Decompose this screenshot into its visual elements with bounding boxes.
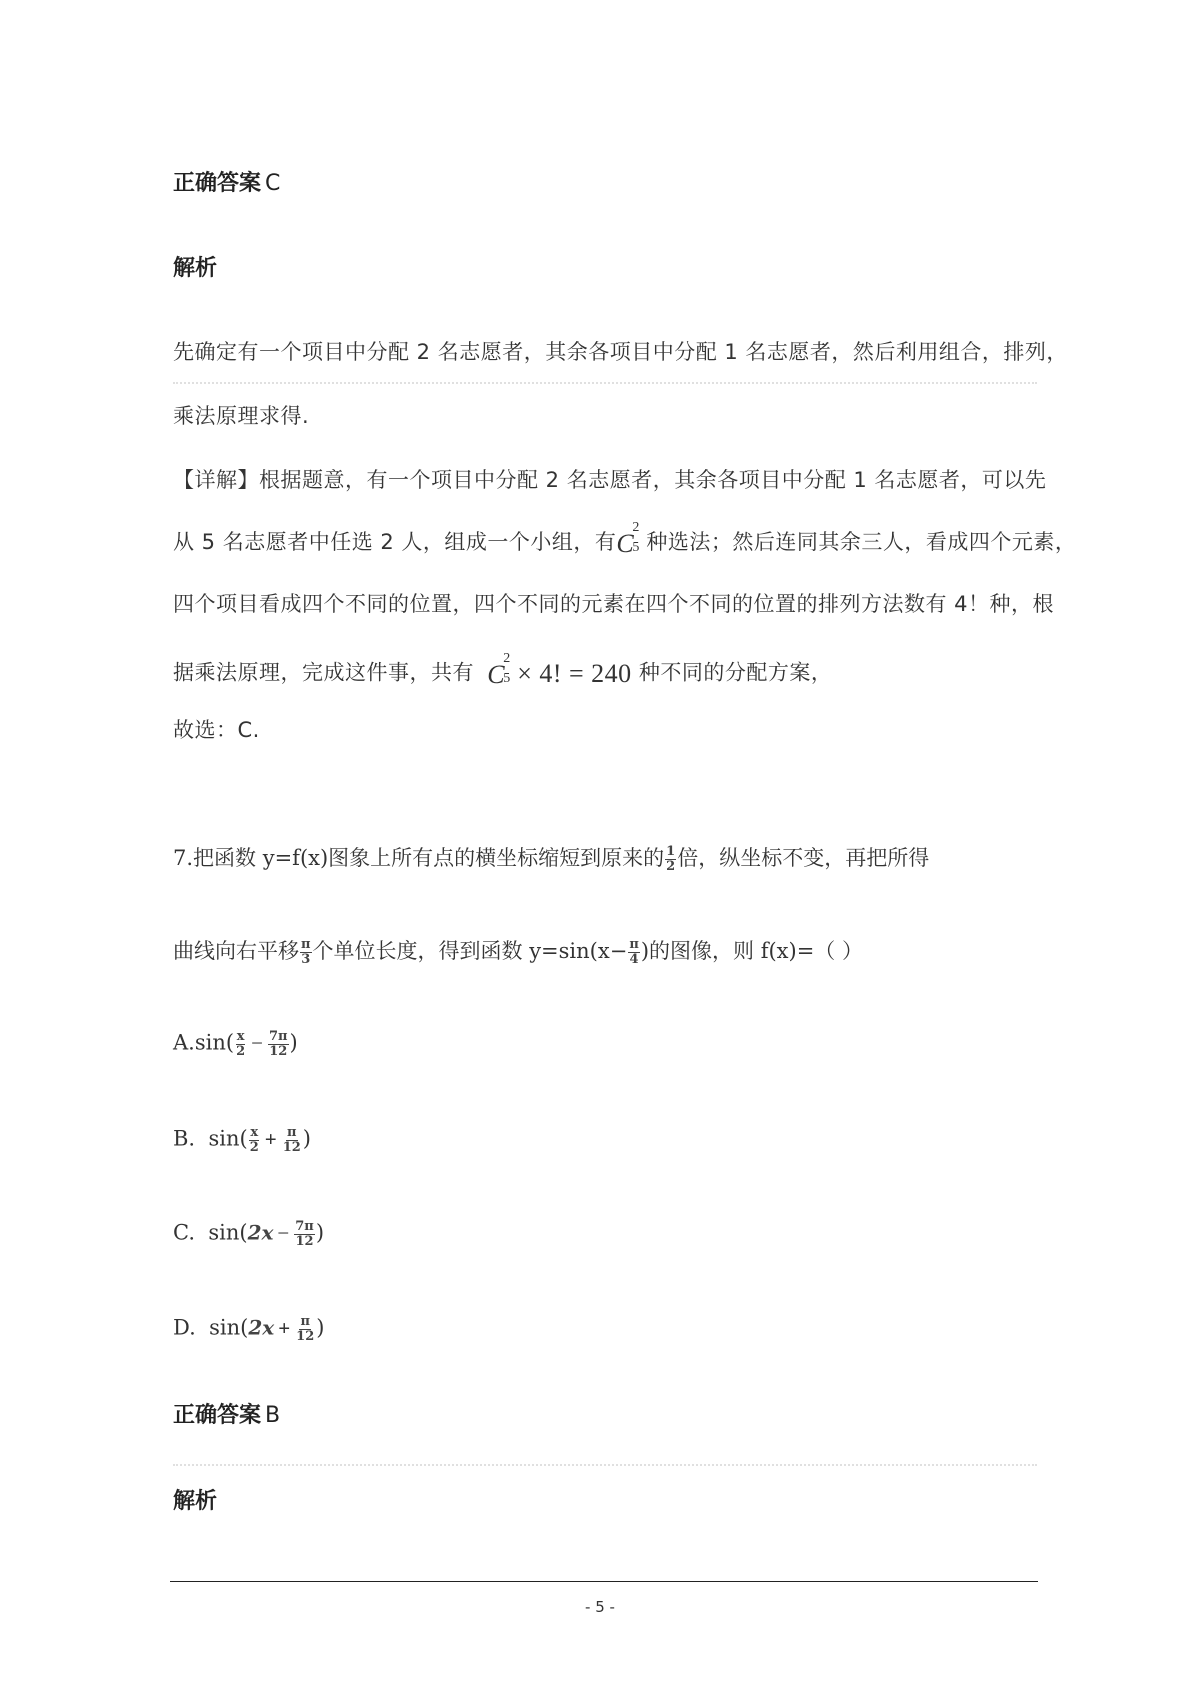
prev-analysis-line-2: 乘法原理求得. xyxy=(173,404,310,428)
option-b-op: + xyxy=(264,1126,277,1151)
answer-heading xyxy=(173,1398,280,1429)
answer-value: B xyxy=(265,1403,281,1428)
option-a-func: sin( xyxy=(194,1030,235,1055)
option-d-op: + xyxy=(278,1315,291,1340)
option-b-frac-1: $\frac{x}{2}$ xyxy=(249,1125,259,1155)
detail-line-2 xyxy=(173,520,1077,558)
question-line-2 xyxy=(173,935,863,967)
combination-formula-2: C 2 5 xyxy=(487,650,511,689)
option-d-frac: $\frac{\pi}{12}$ xyxy=(296,1314,315,1344)
question-line-2-start: 曲线向右平移 xyxy=(173,939,299,963)
fraction-pi-4: $\frac{\pi}{4}$ xyxy=(629,937,639,967)
detail-line-4-end: 种不同的分配方案， xyxy=(638,660,833,685)
fraction-pi-3: $\frac{\pi}{3}$ xyxy=(301,937,311,967)
option-b-func: sin( xyxy=(208,1126,248,1151)
option-c-var: 2x xyxy=(247,1220,274,1245)
option-a-frac-2: $\frac{7\pi}{12}$ xyxy=(268,1029,288,1059)
option-c-op: − xyxy=(277,1220,290,1245)
fraction-half: $\frac{1}{2}$ xyxy=(666,844,676,874)
question-line-2-end: )的图像，则 f(x)=（ ） xyxy=(640,939,863,963)
detail-line-2-end: 种选法；然后连同其余三人，看成四个元素， xyxy=(646,530,1077,554)
option-d-close: ) xyxy=(316,1315,325,1340)
option-a xyxy=(173,1030,298,1058)
option-a-frac-1: $\frac{x}{2}$ xyxy=(236,1029,246,1059)
question-line-2-mid: 个单位长度，得到函数 y=sin(x− xyxy=(312,939,628,963)
option-d-label: D. xyxy=(173,1315,196,1340)
footer-rule xyxy=(170,1581,1038,1582)
prev-answer-label: 正确答案 xyxy=(173,171,262,196)
option-a-label: A. xyxy=(173,1030,195,1055)
option-b xyxy=(173,1126,311,1154)
question-line-1-start: 7.把函数 y=f(x)图象上所有点的横坐标缩短到原来的 xyxy=(173,846,665,870)
dotted-divider xyxy=(173,382,1037,384)
combination-formula: C 2 5 xyxy=(616,520,640,558)
page-number: - 5 - xyxy=(585,1598,615,1616)
prev-answer-heading xyxy=(173,166,280,197)
option-c-close: ) xyxy=(315,1220,325,1245)
option-d xyxy=(173,1315,324,1343)
option-c-func: sin( xyxy=(208,1220,248,1245)
detail-line-3: 四个项目看成四个不同的位置，四个不同的元素在四个不同的位置的排列方法数有 4！种，根 xyxy=(173,592,1055,616)
option-a-close: ) xyxy=(289,1030,298,1055)
option-c xyxy=(173,1220,324,1248)
option-d-var: 2x xyxy=(248,1315,275,1340)
analysis-heading: 解析 xyxy=(173,1489,218,1514)
prev-analysis-heading: 解析 xyxy=(173,256,218,281)
conclusion: 故选：C. xyxy=(173,718,260,742)
product-formula: × 4! = 240 xyxy=(517,659,632,688)
detail-line-1: 【详解】根据题意，有一个项目中分配 2 名志愿者，其余各项目中分配 1 名志愿者，可以先 xyxy=(173,468,1047,492)
option-b-close: ) xyxy=(302,1126,311,1151)
question-line-1-end: 倍，纵坐标不变，再把所得 xyxy=(677,846,930,870)
option-c-label: C. xyxy=(173,1220,195,1245)
detail-line-4 xyxy=(173,650,833,689)
dotted-divider-2 xyxy=(173,1464,1037,1466)
question-line-1 xyxy=(173,842,929,874)
answer-label: 正确答案 xyxy=(173,1403,262,1428)
option-b-frac-2: $\frac{\pi}{12}$ xyxy=(282,1125,301,1155)
detail-line-2-start: 从 5 名志愿者中任选 2 人，组成一个小组，有 xyxy=(173,530,617,554)
prev-analysis-line-1: 先确定有一个项目中分配 2 名志愿者，其余各项目中分配 1 名志愿者，然后利用组合，排列， xyxy=(173,340,1068,364)
detail-line-4-start: 据乘法原理，完成这件事，共有 xyxy=(173,660,474,685)
option-a-op: − xyxy=(251,1030,263,1055)
option-c-frac: $\frac{7\pi}{12}$ xyxy=(295,1219,314,1249)
option-b-label: B. xyxy=(173,1126,196,1151)
prev-answer-value: C xyxy=(265,171,281,196)
option-d-func: sin( xyxy=(209,1315,249,1340)
